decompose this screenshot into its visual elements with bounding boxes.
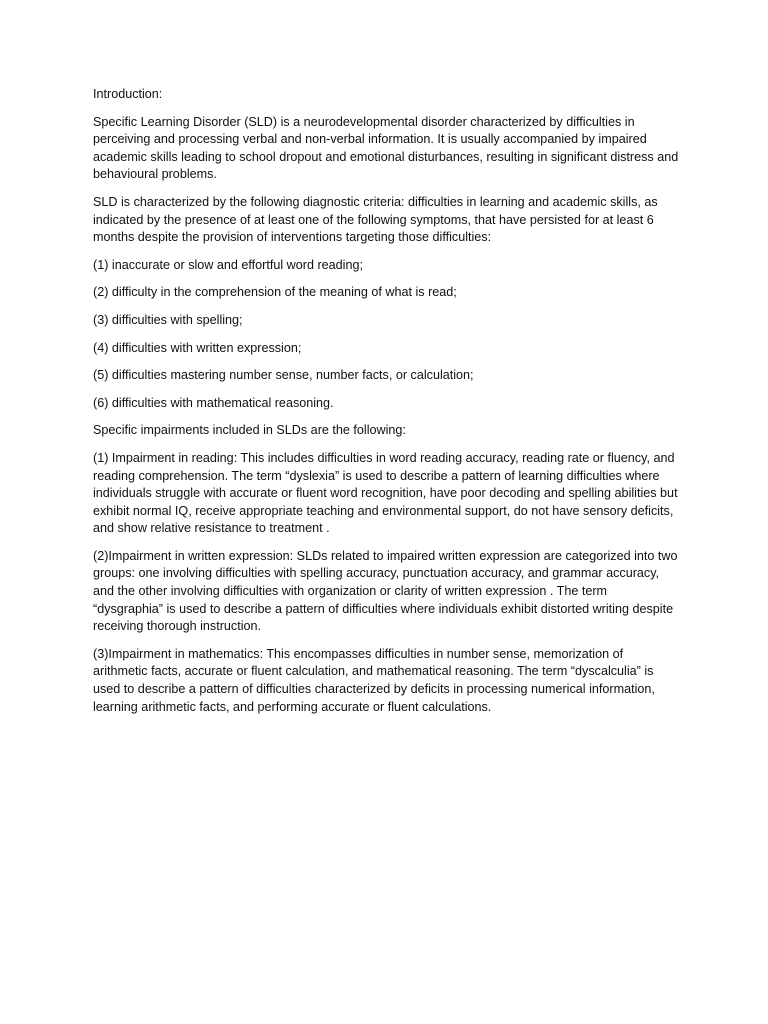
paragraph-writing-impairment: (2)Impairment in written expression: SLDs related to impaired written expression are categorized into two groups: one involving difficulties with spelling accuracy, punctuation accuracy, and grammar accuracy, and the other involving difficulties with organization or clarity of written expression . The term “dysgraphia” is used to describe a pattern of difficulties where individuals exhibit distorted writing despite receiving thorough instruction. — [93, 548, 678, 634]
list-item-symptom: (5) difficulties mastering number sense, number facts, or calculation; — [93, 368, 474, 383]
paragraph-intro: Specific Learning Disorder (SLD) is a neurodevelopmental disorder characterized by difficulties in perceiving and processing verbal and non-verbal information. It is usually accompanied by impaired academic skills leading to school dropout and emotional disturbances, resulting in significant distress and behavioural problems. — [93, 114, 679, 182]
document-body — [93, 86, 679, 726]
list-item-symptom: (4) difficulties with written expression; — [93, 340, 302, 355]
list-item-symptom: (1) inaccurate or slow and effortful word reading; — [93, 257, 363, 272]
list-item-symptom: (6) difficulties with mathematical reasoning. — [93, 395, 334, 410]
paragraph-impairments-intro: Specific impairments included in SLDs are the following: — [93, 423, 406, 438]
paragraph-criteria: SLD is characterized by the following diagnostic criteria: difficulties in learning and academic skills, as indicated by the presence of at least one of the following symptoms, that have persisted for at least 6 months despite the provision of interventions targeting those difficulties: — [93, 194, 658, 245]
list-item-symptom: (3) difficulties with spelling; — [93, 312, 243, 327]
section-heading: Introduction: — [93, 87, 163, 101]
paragraph-reading-impairment: (1) Impairment in reading: This includes difficulties in word reading accuracy, reading rate or fluency, and reading comprehension. The term “dyslexia” is used to describe a pattern of learning difficulties where individuals struggle with accurate or fluent word recognition, have poor decoding and spelling abilities but exhibit normal IQ, receive appropriate teaching and environmental support, do not have sensory deficits, and show relative resistance to treatment . — [93, 450, 678, 536]
list-item-symptom: (2) difficulty in the comprehension of the meaning of what is read; — [93, 285, 457, 300]
paragraph-math-impairment: (3)Impairment in mathematics: This encompasses difficulties in number sense, memorization of arithmetic facts, accurate or fluent calculation, and mathematical reasoning. The term “dyscalculia” is used to describe a pattern of difficulties characterized by deficits in processing numerical information, learning arithmetic facts, and performing accurate or fluent calculations. — [93, 646, 655, 714]
